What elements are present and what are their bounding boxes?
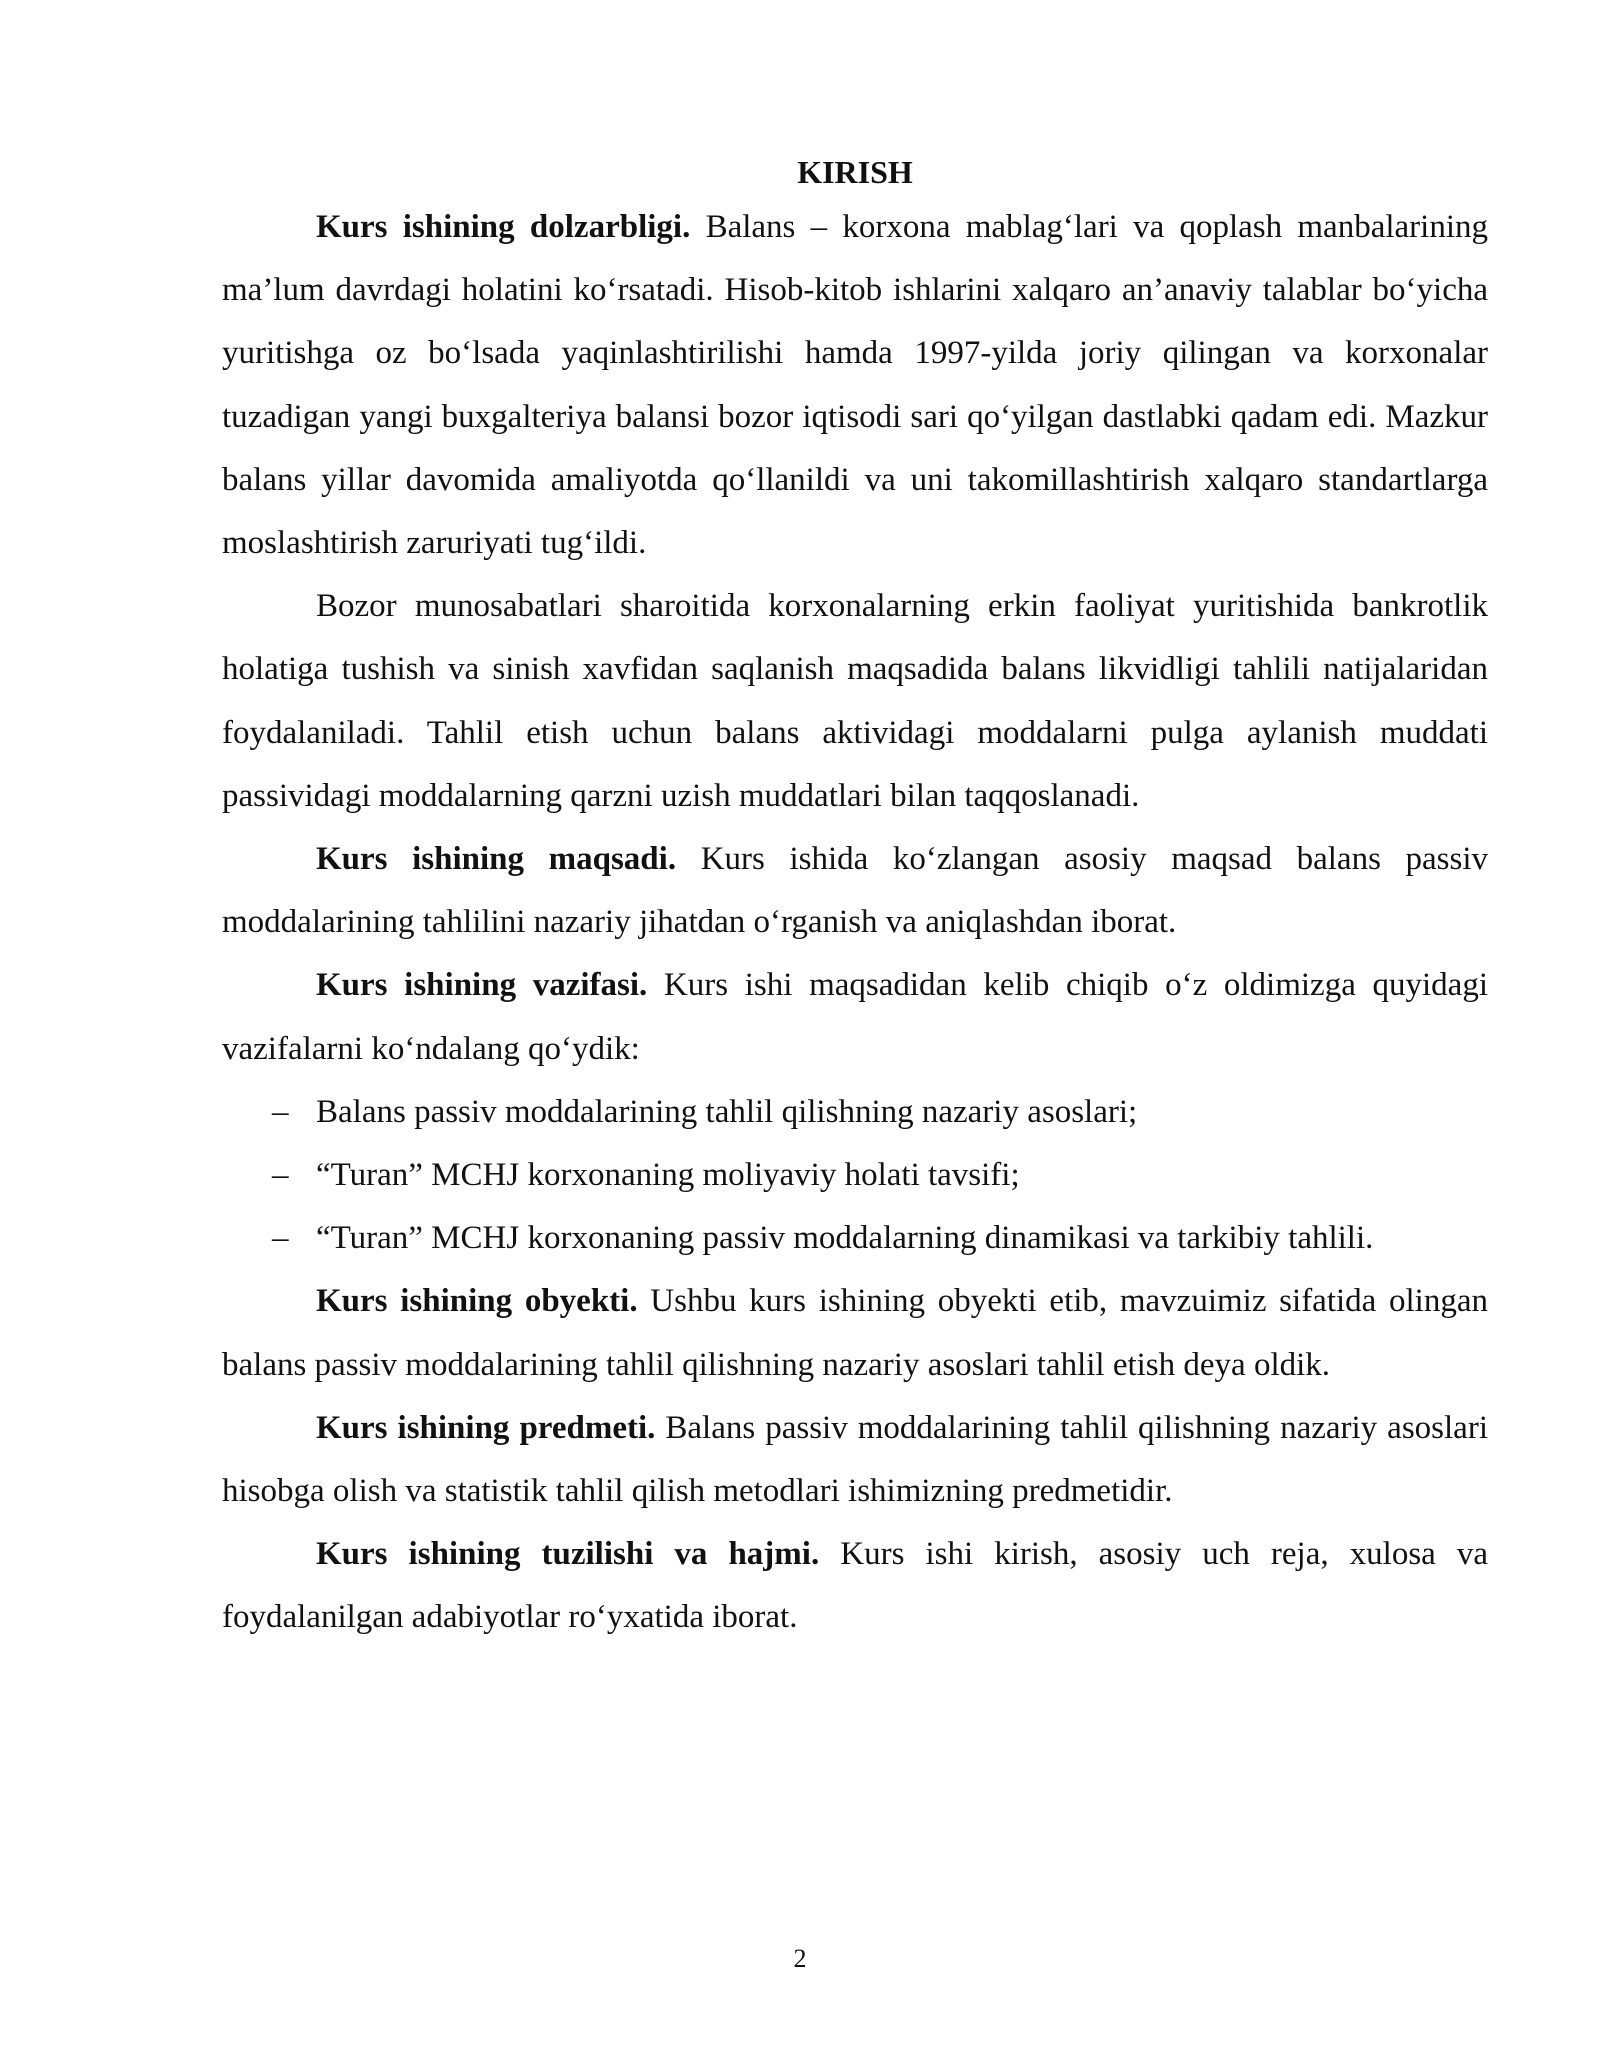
page-title: KIRISH	[797, 154, 913, 190]
paragraph-text: Kurs ishida ko‘zlangan asosiy maqsad balans passiv moddalarining tahlilini nazariy jihatdan o‘rganish va aniqlashdan iborat.	[222, 841, 1489, 941]
list-item	[222, 1081, 1488, 1144]
paragraph-heading: Kurs ishining predmeti.	[316, 1409, 656, 1446]
paragraph-text: Kurs ishi maqsadidan kelib chiqib o‘z oldimizga quyidagi vazifalarni ko‘ndalang qo‘ydik:	[222, 967, 1488, 1067]
paragraph-heading: Kurs ishining tuzilishi va hajmi.	[316, 1536, 820, 1573]
paragraph-relevance	[222, 196, 1488, 575]
paragraph-text: Ushbu kurs ishining obyekti etib, mavzuimiz sifatida olingan balans passiv moddalarining tahlil qilishning nazariy asoslari tahlil etish deya oldik.	[222, 1283, 1488, 1383]
page-number: 2	[793, 1944, 807, 1973]
paragraph-subject	[222, 1397, 1488, 1523]
document-page	[222, 148, 1488, 1650]
paragraph-structure	[222, 1523, 1488, 1649]
paragraph-object	[222, 1270, 1488, 1396]
paragraph-heading: Kurs ishining obyekti.	[316, 1283, 638, 1320]
paragraph-heading: Kurs ishining maqsadi.	[316, 841, 677, 878]
paragraph-goal	[222, 828, 1488, 954]
paragraph-text: Kurs ishi kirish, asosiy uch reja, xulosa va foydalanilgan adabiyotlar ro‘yxatida iborat.	[222, 1536, 1488, 1636]
list-item-text: Balans passiv moddalarining tahlil qilishning nazariy asoslari;	[316, 1093, 1138, 1130]
tasks-list	[222, 1081, 1488, 1271]
paragraph-text: Balans – korxona mablag‘lari va qoplash manbalarining ma’lum davrdagi holatini ko‘rsatadi. Hisob-kitob ishlarini xalqaro an’anaviy talablar bo‘yicha yuritishga oz bo‘lsada yaqinlashtirilishi hamda 1997-yilda joriy qilingan va korxonalar tuzadigan yangi buxgalteriya balansi bozor iqtisodi sari qo‘yilgan dastlabki qadam edi. Mazkur balans yillar davomida amaliyotda qo‘llanildi va uni takomillashtirish xalqaro standartlarga moslashtirish zaruriyati tug‘ildi.	[222, 209, 1488, 562]
list-item-text: “Turan” MCHJ korxonaning moliyaviy holati tavsifi;	[316, 1157, 1020, 1194]
paragraph-text: Balans passiv moddalarining tahlil qilishning nazariy asoslari hisobga olish va statistik tahlil qilish metodlari ishimizning predmetidir.	[222, 1409, 1488, 1510]
list-dash: –	[272, 1157, 289, 1194]
list-item	[222, 1207, 1488, 1270]
paragraph-heading: Kurs ishining vazifasi.	[316, 967, 648, 1004]
paragraph-tasks	[222, 954, 1488, 1080]
paragraph-text: Bozor munosabatlari sharoitida korxonalarning erkin faoliyat yuritishida bankrotlik holatiga tushish va sinish xavfidan saqlanish maqsadida balans likvidligi tahlili natijalaridan foydalaniladi. Tahlil etish uchun balans aktividagi moddalarni pulga aylanish muddati passividagi moddalarning qarzni uzish muddatlari bilan taqqoslanadi.	[222, 588, 1488, 814]
paragraph-market-relations	[222, 575, 1488, 828]
list-item-text: “Turan” MCHJ korxonaning passiv moddalarning dinamikasi va tarkibiy tahlili.	[316, 1220, 1374, 1257]
list-item	[222, 1144, 1488, 1207]
list-dash: –	[272, 1220, 289, 1257]
list-dash: –	[272, 1093, 289, 1130]
paragraph-heading: Kurs ishining dolzarbligi.	[316, 209, 691, 245]
